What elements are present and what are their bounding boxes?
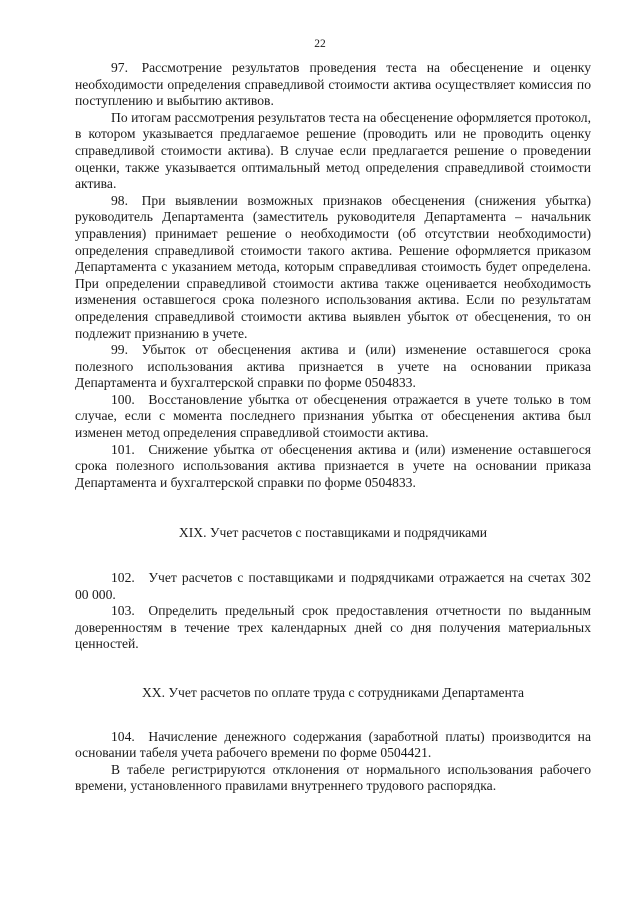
paragraph-101: 101. Снижение убытка от обесценения актива и (или) изменение оставшегося срока полезного использования актива признается в учете на основании приказа Департамента и бухгалтерской справки по форме 0504833. (75, 441, 591, 490)
section-19-heading: XIX. Учет расчетов с поставщиками и подрядчиками (178, 525, 488, 541)
paragraph-104: 104. Начисление денежного содержания (заработной платы) производится на основании табеля учета рабочего времени по форме 0504421. (75, 728, 591, 761)
paragraph-97: 97. Рассмотрение результатов проведения теста на обесценение и оценку необходимости определения справедливой стоимости актива осуществляет комиссия по поступлению и выбытию активов. (75, 60, 591, 109)
paragraph-104-timesheet: В табеле регистрируются отклонения от нормального использования рабочего времени, установленного правилами внутреннего трудового распорядка. (75, 761, 591, 794)
paragraph-100: 100. Восстановление убытка от обесценения отражается в учете только в том случае, если с момента последнего признания убытка от обесценения актива был изменен метод определения справедливой стоимости актива. (75, 391, 591, 441)
paragraph-99: 99. Убыток от обесценения актива и (или) изменение оставшегося срока полезного использования актива признается в учете на основании приказа Департамента и бухгалтерской справки по форме 0504833. (75, 342, 591, 391)
paragraph-103: 103. Определить предельный срок предоставления отчетности по выданным доверенностям в течение трех календарных дней со дня получения материальных ценностей. (75, 603, 591, 652)
paragraph-97-protocol: По итогам рассмотрения результатов теста на обесценение оформляется протокол, в котором указывается предлагаемое решение (проводить или не проводить оценку справедливой стоимости актива). В случае если предлагается решение о проведении оценки, также указывается оптимальный метод определения справедливой стоимости актива. (75, 109, 591, 192)
page-number: 22 (314, 38, 326, 50)
section-20-heading: XX. Учет расчетов по оплате труда с сотрудниками Департамента (141, 685, 524, 700)
paragraph-98: 98. При выявлении возможных признаков обесценения (снижения убытка) руководитель Департамента (заместитель руководителя Департамента – начальник управления) принимает решение о необходимости (об отсутствии необходимости) определения справедливой стоимости такого актива. Решение оформляется приказом Департамента с указанием метода, которым справедливая стоимость будет определена. При определении справедливой стоимости актива также оценивается необходимость изменения оставшегося срока полезного использования актива. Если по результатам определения справедливой стоимости актива выявлен убыток от обесценения, то он подлежит признанию в учете. (75, 192, 591, 341)
paragraph-102: 102. Учет расчетов с поставщиками и подрядчиками отражается на счетах 302 00 000. (75, 570, 591, 602)
document-body (75, 60, 591, 795)
